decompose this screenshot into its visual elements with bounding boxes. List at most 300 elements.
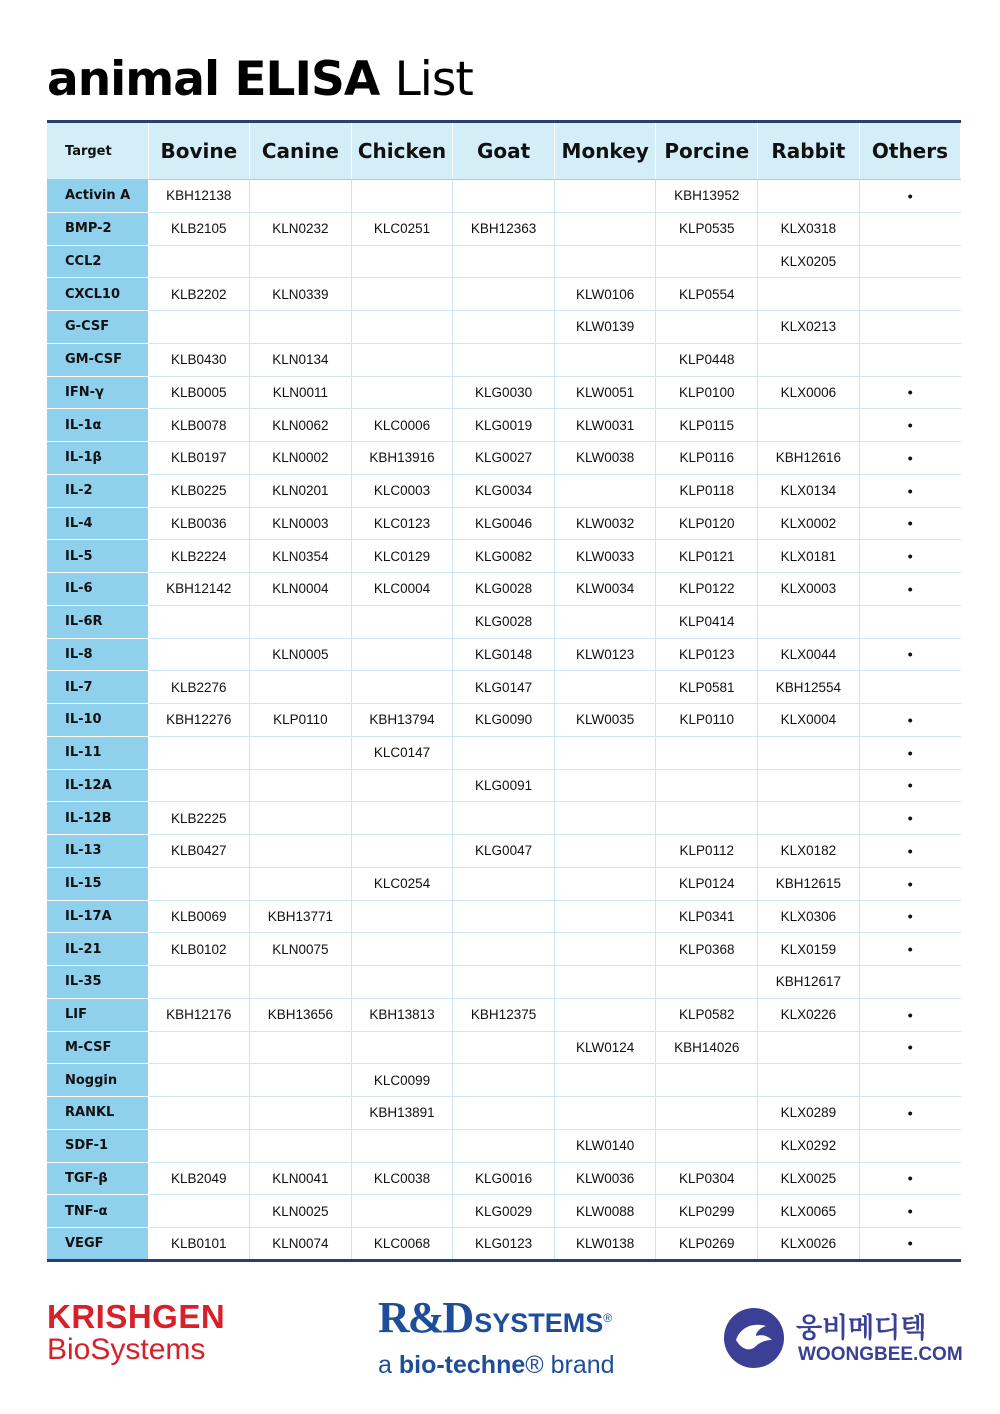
others-marker-cell: • <box>859 933 961 966</box>
catalog-cell: KLW0031 <box>554 409 656 442</box>
catalog-cell <box>656 966 758 999</box>
catalog-cell: KLX0006 <box>758 376 860 409</box>
catalog-cell <box>554 966 656 999</box>
catalog-cell <box>656 1064 758 1097</box>
page-title-light: List <box>394 52 473 107</box>
table-row <box>47 933 961 966</box>
catalog-cell: KLN0025 <box>250 1195 352 1228</box>
others-marker-cell: • <box>859 409 961 442</box>
catalog-cell: KLP0368 <box>656 933 758 966</box>
catalog-cell <box>250 835 352 868</box>
catalog-cell: KLN0232 <box>250 212 352 245</box>
catalog-cell <box>148 1097 250 1130</box>
catalog-cell: KLN0011 <box>250 376 352 409</box>
others-marker-cell: • <box>859 1162 961 1195</box>
tagline-bio-techne: bio-techne <box>398 1351 526 1379</box>
table-row <box>47 638 961 671</box>
catalog-cell: KLP0581 <box>656 671 758 704</box>
table-row <box>47 278 961 311</box>
woongbee-logo <box>722 1304 962 1374</box>
catalog-cell <box>148 311 250 344</box>
catalog-cell: KBH12375 <box>453 998 555 1031</box>
catalog-cell: KLX0213 <box>758 311 860 344</box>
others-marker-cell: • <box>859 704 961 737</box>
catalog-cell <box>148 605 250 638</box>
catalog-cell: KLX0003 <box>758 573 860 606</box>
catalog-cell <box>554 998 656 1031</box>
catalog-cell <box>554 245 656 278</box>
catalog-cell: KLG0030 <box>453 376 555 409</box>
target-cell: IFN-γ <box>47 376 148 409</box>
catalog-cell <box>554 835 656 868</box>
catalog-cell: KLW0038 <box>554 442 656 475</box>
catalog-cell: KLG0029 <box>453 1195 555 1228</box>
others-marker-cell: • <box>859 736 961 769</box>
catalog-cell <box>351 1195 453 1228</box>
footer <box>0 1290 1000 1400</box>
catalog-cell: KLX0292 <box>758 1129 860 1162</box>
tagline-prefix: a <box>378 1351 399 1379</box>
catalog-cell: KLG0046 <box>453 507 555 540</box>
catalog-cell: KLB2276 <box>148 671 250 704</box>
others-marker-cell: • <box>859 180 961 213</box>
catalog-cell <box>148 638 250 671</box>
target-cell: IL-12B <box>47 802 148 835</box>
table-row <box>47 605 961 638</box>
catalog-cell: KLW0034 <box>554 573 656 606</box>
catalog-cell <box>656 769 758 802</box>
tagline-suffix: ® brand <box>525 1351 615 1379</box>
catalog-cell: KLN0339 <box>250 278 352 311</box>
others-marker-cell <box>859 605 961 638</box>
catalog-cell <box>148 1064 250 1097</box>
catalog-cell <box>351 769 453 802</box>
catalog-cell <box>656 1129 758 1162</box>
catalog-cell: KBH12276 <box>148 704 250 737</box>
table-row <box>47 769 961 802</box>
catalog-cell: KLN0004 <box>250 573 352 606</box>
others-marker-cell: • <box>859 1228 961 1261</box>
catalog-cell: KBH12617 <box>758 966 860 999</box>
catalog-cell: KLG0123 <box>453 1228 555 1261</box>
target-cell: M-CSF <box>47 1031 148 1064</box>
catalog-cell: KLB0197 <box>148 442 250 475</box>
catalog-cell <box>351 1129 453 1162</box>
target-cell: CXCL10 <box>47 278 148 311</box>
catalog-cell <box>453 1064 555 1097</box>
catalog-cell: KLG0091 <box>453 769 555 802</box>
catalog-cell <box>250 966 352 999</box>
catalog-cell: KLB0225 <box>148 474 250 507</box>
catalog-cell: KLP0110 <box>250 704 352 737</box>
catalog-cell: KLX0205 <box>758 245 860 278</box>
catalog-cell: KLP0304 <box>656 1162 758 1195</box>
catalog-cell: KLG0034 <box>453 474 555 507</box>
catalog-cell: KBH12363 <box>453 212 555 245</box>
catalog-cell: KLW0088 <box>554 1195 656 1228</box>
catalog-cell <box>351 671 453 704</box>
catalog-cell: KLN0062 <box>250 409 352 442</box>
catalog-cell <box>453 245 555 278</box>
catalog-cell: KLW0139 <box>554 311 656 344</box>
catalog-cell: KLP0341 <box>656 900 758 933</box>
catalog-cell: KLX0065 <box>758 1195 860 1228</box>
target-cell: BMP-2 <box>47 212 148 245</box>
table-row <box>47 409 961 442</box>
others-marker-cell: • <box>859 1195 961 1228</box>
table-header <box>47 122 961 180</box>
catalog-cell: KLB2049 <box>148 1162 250 1195</box>
catalog-cell: KLB0430 <box>148 343 250 376</box>
catalog-cell <box>453 900 555 933</box>
catalog-cell: KLW0140 <box>554 1129 656 1162</box>
catalog-cell: KLC0003 <box>351 474 453 507</box>
target-cell: IL-15 <box>47 867 148 900</box>
others-marker-cell <box>859 966 961 999</box>
catalog-cell: KLC0068 <box>351 1228 453 1261</box>
catalog-cell: KLX0289 <box>758 1097 860 1130</box>
catalog-cell: KLG0147 <box>453 671 555 704</box>
others-marker-cell: • <box>859 900 961 933</box>
catalog-cell: KBH13771 <box>250 900 352 933</box>
catalog-cell: KLX0026 <box>758 1228 860 1261</box>
column-header-goat: Goat <box>453 122 555 180</box>
catalog-cell <box>148 1031 250 1064</box>
catalog-cell: KLP0100 <box>656 376 758 409</box>
catalog-cell: KLB0005 <box>148 376 250 409</box>
catalog-cell: KLG0148 <box>453 638 555 671</box>
table-row <box>47 736 961 769</box>
catalog-cell <box>250 867 352 900</box>
catalog-cell <box>250 605 352 638</box>
catalog-cell <box>351 835 453 868</box>
target-cell: TGF-β <box>47 1162 148 1195</box>
krishgen-logo-line2: BioSystems <box>47 1333 206 1366</box>
catalog-cell <box>453 1031 555 1064</box>
page-title <box>47 52 473 107</box>
catalog-cell: KLG0028 <box>453 573 555 606</box>
target-cell: IL-6R <box>47 605 148 638</box>
target-cell: IL-2 <box>47 474 148 507</box>
elisa-table <box>47 120 961 1262</box>
others-marker-cell: • <box>859 638 961 671</box>
catalog-cell <box>453 1097 555 1130</box>
catalog-cell: KLN0075 <box>250 933 352 966</box>
catalog-cell <box>758 605 860 638</box>
catalog-cell: KLN0002 <box>250 442 352 475</box>
catalog-cell <box>148 867 250 900</box>
catalog-cell <box>656 311 758 344</box>
others-marker-cell: • <box>859 802 961 835</box>
table-row <box>47 474 961 507</box>
catalog-cell <box>250 769 352 802</box>
others-marker-cell: • <box>859 867 961 900</box>
target-cell: RANKL <box>47 1097 148 1130</box>
column-header-porcine: Porcine <box>656 122 758 180</box>
catalog-cell: KLP0299 <box>656 1195 758 1228</box>
table-row <box>47 245 961 278</box>
catalog-cell <box>453 180 555 213</box>
catalog-cell: KLC0251 <box>351 212 453 245</box>
catalog-cell <box>554 212 656 245</box>
catalog-cell <box>351 278 453 311</box>
table-row <box>47 212 961 245</box>
catalog-cell: KLP0124 <box>656 867 758 900</box>
target-cell: IL-5 <box>47 540 148 573</box>
catalog-cell <box>148 1195 250 1228</box>
catalog-cell <box>351 638 453 671</box>
column-header-monkey: Monkey <box>554 122 656 180</box>
catalog-cell: KLB0427 <box>148 835 250 868</box>
catalog-cell <box>250 1097 352 1130</box>
catalog-cell: KBH13813 <box>351 998 453 1031</box>
catalog-cell: KLG0016 <box>453 1162 555 1195</box>
catalog-cell: KLB0078 <box>148 409 250 442</box>
target-cell: IL-13 <box>47 835 148 868</box>
others-marker-cell <box>859 1064 961 1097</box>
catalog-cell <box>554 736 656 769</box>
catalog-cell: KLG0027 <box>453 442 555 475</box>
catalog-cell: KLC0004 <box>351 573 453 606</box>
target-cell: TNF-α <box>47 1195 148 1228</box>
target-cell: IL-11 <box>47 736 148 769</box>
catalog-cell: KLX0159 <box>758 933 860 966</box>
table-row <box>47 573 961 606</box>
catalog-cell <box>656 736 758 769</box>
catalog-cell: KBH12615 <box>758 867 860 900</box>
catalog-cell: KLX0002 <box>758 507 860 540</box>
catalog-cell: KLX0306 <box>758 900 860 933</box>
catalog-cell <box>351 311 453 344</box>
catalog-cell: KLB2224 <box>148 540 250 573</box>
column-header-target: Target <box>47 122 148 180</box>
woongbee-emblem-icon <box>722 1306 786 1370</box>
catalog-cell <box>554 671 656 704</box>
table-row <box>47 1064 961 1097</box>
catalog-cell <box>554 605 656 638</box>
rnd-systems-text: SYSTEMS <box>474 1308 604 1338</box>
target-cell: SDF-1 <box>47 1129 148 1162</box>
rnd-registered-mark: ® <box>603 1311 613 1325</box>
catalog-cell: KLP0582 <box>656 998 758 1031</box>
catalog-cell: KLC0099 <box>351 1064 453 1097</box>
catalog-cell: KBH13794 <box>351 704 453 737</box>
catalog-cell <box>351 180 453 213</box>
catalog-cell <box>554 343 656 376</box>
catalog-cell: KLW0035 <box>554 704 656 737</box>
catalog-cell: KLP0414 <box>656 605 758 638</box>
catalog-cell: KBH12138 <box>148 180 250 213</box>
catalog-cell: KLX0226 <box>758 998 860 1031</box>
target-cell: IL-35 <box>47 966 148 999</box>
catalog-cell: KLB0069 <box>148 900 250 933</box>
table-row <box>47 1129 961 1162</box>
table-row <box>47 1195 961 1228</box>
table-row <box>47 900 961 933</box>
catalog-cell: KBH12142 <box>148 573 250 606</box>
target-cell: VEGF <box>47 1228 148 1261</box>
catalog-cell <box>351 245 453 278</box>
catalog-cell <box>351 966 453 999</box>
catalog-cell: KLG0028 <box>453 605 555 638</box>
catalog-cell <box>554 933 656 966</box>
target-cell: IL-1β <box>47 442 148 475</box>
catalog-cell <box>554 867 656 900</box>
catalog-cell: KLP0115 <box>656 409 758 442</box>
catalog-cell: KLN0201 <box>250 474 352 507</box>
catalog-cell: KLB2105 <box>148 212 250 245</box>
others-marker-cell <box>859 245 961 278</box>
catalog-cell <box>758 769 860 802</box>
target-cell: Noggin <box>47 1064 148 1097</box>
catalog-cell <box>351 605 453 638</box>
catalog-cell: KLW0051 <box>554 376 656 409</box>
catalog-cell: KLC0038 <box>351 1162 453 1195</box>
catalog-cell <box>656 802 758 835</box>
catalog-cell <box>250 1064 352 1097</box>
catalog-cell <box>453 867 555 900</box>
target-cell: IL-17A <box>47 900 148 933</box>
column-header-canine: Canine <box>250 122 352 180</box>
target-cell: GM-CSF <box>47 343 148 376</box>
catalog-cell <box>453 933 555 966</box>
catalog-cell: KLW0033 <box>554 540 656 573</box>
catalog-cell: KLP0123 <box>656 638 758 671</box>
catalog-cell: KBH13891 <box>351 1097 453 1130</box>
catalog-cell: KLN0134 <box>250 343 352 376</box>
catalog-cell <box>148 1129 250 1162</box>
table-row <box>47 671 961 704</box>
catalog-cell <box>250 736 352 769</box>
catalog-cell <box>351 343 453 376</box>
catalog-cell: KBH12616 <box>758 442 860 475</box>
rnd-systems-logo <box>378 1293 615 1380</box>
rnd-mark: R&D <box>378 1293 473 1342</box>
catalog-cell <box>351 1031 453 1064</box>
catalog-cell: KLW0036 <box>554 1162 656 1195</box>
column-header-chicken: Chicken <box>351 122 453 180</box>
catalog-cell: KLW0106 <box>554 278 656 311</box>
catalog-cell <box>148 769 250 802</box>
catalog-cell: KLB0101 <box>148 1228 250 1261</box>
catalog-cell: KLW0124 <box>554 1031 656 1064</box>
catalog-cell <box>453 736 555 769</box>
catalog-cell <box>554 900 656 933</box>
others-marker-cell <box>859 278 961 311</box>
others-marker-cell: • <box>859 835 961 868</box>
table-row <box>47 867 961 900</box>
table-row <box>47 442 961 475</box>
others-marker-cell: • <box>859 442 961 475</box>
catalog-cell: KLX0182 <box>758 835 860 868</box>
catalog-cell: KLX0318 <box>758 212 860 245</box>
catalog-cell: KLW0138 <box>554 1228 656 1261</box>
catalog-cell: KLX0004 <box>758 704 860 737</box>
catalog-cell: KLX0134 <box>758 474 860 507</box>
others-marker-cell <box>859 1129 961 1162</box>
catalog-cell: KLC0254 <box>351 867 453 900</box>
catalog-cell: KLP0122 <box>656 573 758 606</box>
target-cell: G-CSF <box>47 311 148 344</box>
others-marker-cell: • <box>859 1031 961 1064</box>
catalog-cell: KLC0006 <box>351 409 453 442</box>
catalog-cell: KLN0005 <box>250 638 352 671</box>
catalog-cell <box>250 245 352 278</box>
table-row <box>47 540 961 573</box>
table-row <box>47 1162 961 1195</box>
table-row <box>47 835 961 868</box>
catalog-cell: KLB0102 <box>148 933 250 966</box>
catalog-cell <box>351 802 453 835</box>
catalog-cell: KLP0120 <box>656 507 758 540</box>
catalog-cell <box>758 278 860 311</box>
catalog-cell <box>453 802 555 835</box>
catalog-cell <box>554 802 656 835</box>
others-marker-cell: • <box>859 769 961 802</box>
table-header-row <box>47 122 961 180</box>
table-row <box>47 376 961 409</box>
catalog-cell: KLC0123 <box>351 507 453 540</box>
catalog-cell <box>453 343 555 376</box>
catalog-cell <box>758 1064 860 1097</box>
catalog-cell <box>758 736 860 769</box>
catalog-cell <box>554 1064 656 1097</box>
catalog-cell: KLN0041 <box>250 1162 352 1195</box>
column-header-others: Others <box>859 122 961 180</box>
catalog-cell: KLB2225 <box>148 802 250 835</box>
catalog-cell <box>554 1097 656 1130</box>
table-row <box>47 1228 961 1261</box>
catalog-cell <box>758 409 860 442</box>
catalog-cell <box>453 966 555 999</box>
rnd-systems-wordmark <box>378 1293 613 1350</box>
others-marker-cell: • <box>859 474 961 507</box>
column-header-bovine: Bovine <box>148 122 250 180</box>
target-cell: IL-6 <box>47 573 148 606</box>
catalog-cell: KLX0044 <box>758 638 860 671</box>
others-marker-cell: • <box>859 507 961 540</box>
catalog-cell: KLP0269 <box>656 1228 758 1261</box>
others-marker-cell <box>859 212 961 245</box>
catalog-cell: KBH12176 <box>148 998 250 1031</box>
target-cell: LIF <box>47 998 148 1031</box>
others-marker-cell: • <box>859 540 961 573</box>
catalog-cell: KLG0090 <box>453 704 555 737</box>
catalog-cell <box>250 180 352 213</box>
others-marker-cell: • <box>859 573 961 606</box>
catalog-cell <box>758 343 860 376</box>
catalog-cell <box>656 245 758 278</box>
catalog-cell: KLP0112 <box>656 835 758 868</box>
target-cell: IL-12A <box>47 769 148 802</box>
catalog-cell <box>250 802 352 835</box>
catalog-cell: KLP0448 <box>656 343 758 376</box>
catalog-cell: KLP0535 <box>656 212 758 245</box>
catalog-cell <box>250 311 352 344</box>
table-row <box>47 343 961 376</box>
catalog-cell: KLB0036 <box>148 507 250 540</box>
target-cell: IL-8 <box>47 638 148 671</box>
target-cell: CCL2 <box>47 245 148 278</box>
catalog-cell <box>554 474 656 507</box>
catalog-cell <box>554 180 656 213</box>
target-cell: Activin A <box>47 180 148 213</box>
catalog-cell: KLP0554 <box>656 278 758 311</box>
catalog-cell: KLG0019 <box>453 409 555 442</box>
catalog-cell: KLX0025 <box>758 1162 860 1195</box>
target-cell: IL-1α <box>47 409 148 442</box>
catalog-cell: KLW0123 <box>554 638 656 671</box>
